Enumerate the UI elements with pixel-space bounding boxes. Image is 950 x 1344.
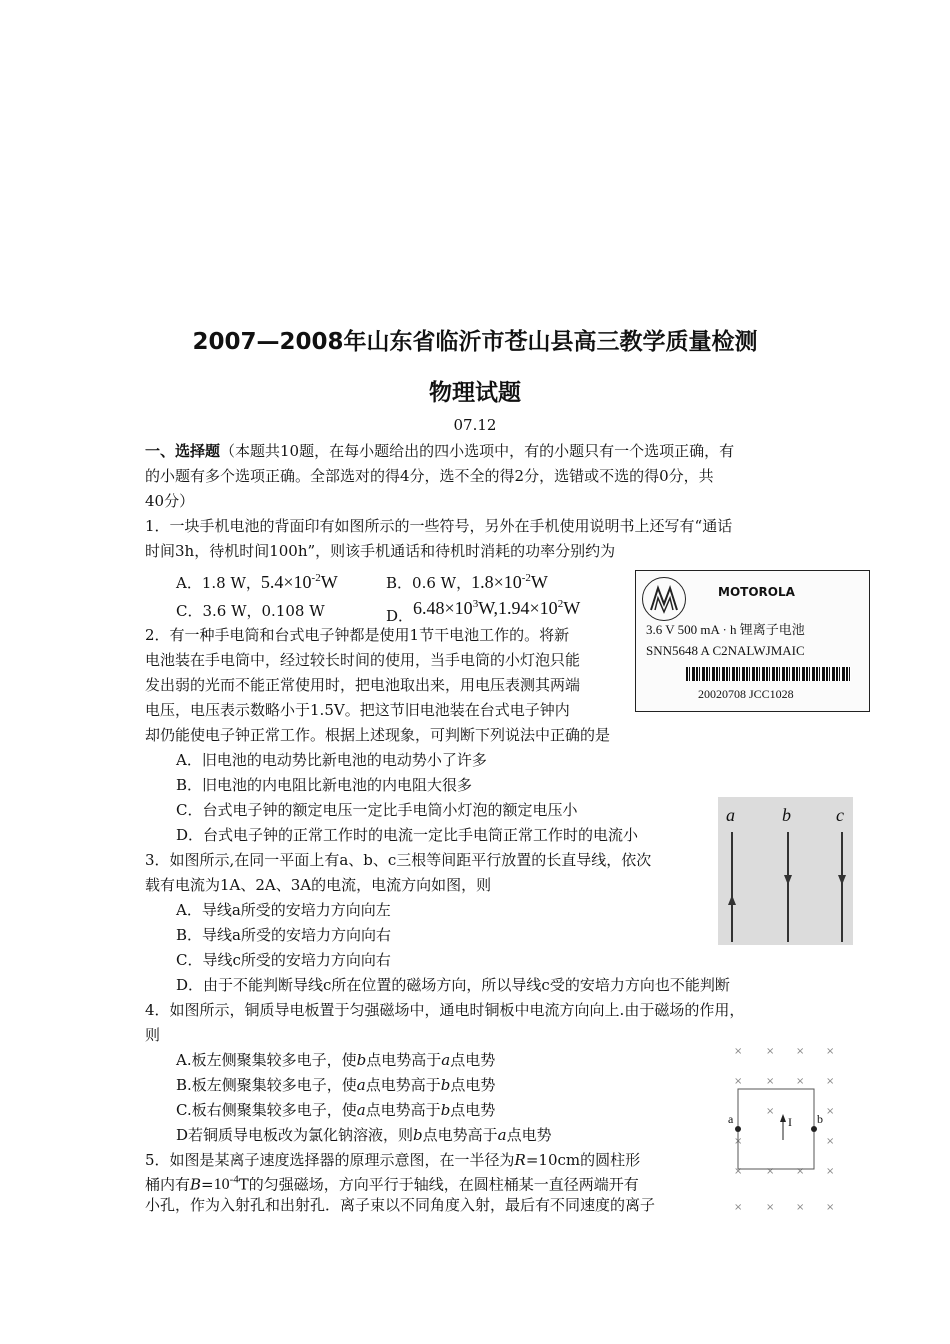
q4-option-c: C.板右侧聚集较多电子，使a点电势高于b点电势 (176, 1101, 496, 1119)
arrow-down-icon (838, 875, 846, 885)
section-intro-line-2: 的小题有多个选项正确。全部选对的得4分，选不全的得2分，选错或不选的得0分，共 (145, 467, 714, 485)
svg-text:×: × (766, 1106, 775, 1117)
svg-text:×: × (796, 1166, 805, 1177)
magnetic-field-figure (722, 1040, 847, 1220)
wire-label-c: c (836, 805, 844, 825)
q4-stem-1: 4．如图所示，铜质导电板置于匀强磁场中，通电时铜板中电流方向向上.由于磁场的作用， (145, 1001, 745, 1019)
q1-stem-1: 1．一块手机电池的背面印有如图所示的一些符号，另外在手机使用说明书上还写有“通话 (145, 517, 733, 535)
q1-option-d-math: $6.48\times 10^3W,1.94\times 10^2W$ (413, 598, 581, 618)
q2-option-b: B．旧电池的内电阻比新电池的内电阻大很多 (176, 776, 473, 794)
battery-code: 20020708 JCC1028 (698, 687, 794, 701)
svg-text:×: × (796, 1046, 805, 1057)
page-title: 2007—2008年山东省临沂市苍山县高三教学质量检测 (192, 329, 758, 355)
svg-text:×: × (734, 1166, 743, 1177)
q1-option-d: D．$6.48\times 10^3W,1.94\times 10^2W$ (386, 598, 581, 625)
svg-text:×: × (826, 1202, 835, 1213)
svg-text:×: × (734, 1046, 743, 1057)
q2-stem-2: 电池装在手电筒中，经过较长时间的使用，当手电筒的小灯泡只能 (145, 651, 581, 669)
q2-stem-4: 电压，电压表示数略小于1.5V。把这节旧电池装在台式电子钟内 (145, 701, 570, 719)
figure-label-b: b (817, 1112, 823, 1126)
q2-stem-5: 却仍能使电子钟正常工作。根据上述现象，可判断下列说法中正确的是 (145, 726, 611, 744)
q2-option-a: A．旧电池的电动势比新电池的电动势小了许多 (176, 751, 487, 769)
svg-text:×: × (766, 1046, 775, 1057)
wire-label-a: a (726, 805, 735, 825)
q4-option-b: B.板左侧聚集较多电子，使a点电势高于b点电势 (176, 1076, 496, 1094)
q4-option-a: A.板左侧聚集较多电子，使b点电势高于a点电势 (176, 1051, 496, 1069)
svg-text:×: × (766, 1202, 775, 1213)
battery-serial: SNN5648 A C2NALWJMAIC (646, 643, 805, 658)
section-intro-line-1: 一、选择题（本题共10题，在每小题给出的四小选项中，有的小题只有一个选项正确，有 (145, 442, 735, 460)
q1-option-a-math: $5.4\times 10^{-2}W$ (260, 572, 338, 592)
barcode-icon (686, 667, 851, 681)
copper-plate (738, 1089, 814, 1169)
battery-label-figure (635, 570, 870, 712)
q2-option-d: D．台式电子钟的正常工作时的电流一定比手电筒正常工作时的电流小 (176, 826, 639, 844)
arrow-up-icon (728, 895, 736, 905)
battery-brand: MOTOROLA (718, 585, 795, 599)
q1-option-b-math: $1.8\times 10^{-2}W$ (471, 572, 548, 592)
arrow-down-icon (784, 875, 792, 885)
q4-option-d: D若铜质导电板改为氯化钠溶液，则b点电势高于a点电势 (176, 1126, 552, 1144)
svg-text:×: × (826, 1106, 835, 1117)
q4-stem-2: 则 (145, 1026, 161, 1044)
section-intro-line-3: 40分） (145, 492, 195, 510)
field-cross-marks (734, 1046, 834, 1213)
q5-stem-3: 小孔，作为入射孔和出射孔．离子束以不同角度入射，最后有不同速度的离子 (145, 1196, 656, 1214)
q2-option-c: C．台式电子钟的额定电压一定比手电筒小灯泡的额定电压小 (176, 801, 578, 819)
q1-option-c: C．3.6 W，0.108 W (176, 602, 325, 620)
arrow-up-icon (780, 1114, 786, 1122)
svg-text:×: × (796, 1202, 805, 1213)
svg-text:×: × (734, 1202, 743, 1213)
motorola-logo-icon (642, 577, 686, 621)
exam-date: 07.12 (453, 416, 497, 434)
q5-stem-2: 桶内有$B=10^{-4}T$的匀强磁场，方向平行于轴线，在圆柱桶某一直径两端开有 (145, 1174, 639, 1194)
q3-option-b: B．导线a所受的安培力方向向右 (176, 926, 391, 944)
q2-stem-1: 2．有一种手电筒和台式电子钟都是使用1节干电池工作的。将新 (145, 626, 570, 644)
svg-text:×: × (734, 1076, 743, 1087)
svg-text:×: × (766, 1076, 775, 1087)
q2-stem-3: 发出弱的光而不能正常使用时，把电池取出来，用电压表测其两端 (145, 676, 581, 694)
q1-option-a: A．1.8 W，$5.4\times 10^{-2}W$ (176, 572, 338, 592)
section-heading: 一、选择题 (145, 442, 221, 460)
svg-text:×: × (734, 1136, 743, 1147)
q3-option-a: A．导线a所受的安培力方向向左 (176, 901, 391, 919)
svg-text:×: × (826, 1166, 835, 1177)
q3-option-d: D．由于不能判断导线c所在位置的磁场方向，所以导线c受的安培力方向也不能判断 (176, 976, 730, 994)
battery-spec: 3.6 V 500 mA · h 锂离子电池 (646, 622, 805, 637)
svg-text:×: × (766, 1166, 775, 1177)
figure-label-a: a (728, 1112, 734, 1126)
q3-stem-2: 载有电流为1A、2A、3A的电流，电流方向如图，则 (145, 876, 492, 894)
q3-option-c: C．导线c所受的安培力方向向右 (176, 951, 391, 969)
svg-text:×: × (826, 1076, 835, 1087)
svg-text:×: × (796, 1076, 805, 1087)
q5-stem-1: 5．如图是某离子速度选择器的原理示意图，在一半径为R=10cm的圆柱形 (145, 1151, 641, 1169)
figure-label-current: I (788, 1115, 792, 1129)
page-subtitle: 物理试题 (429, 380, 521, 406)
point-a (735, 1126, 741, 1132)
wire-label-b: b (782, 805, 791, 825)
q1-option-b: B．0.6 W，$1.8\times 10^{-2}W$ (386, 572, 548, 592)
q1-stem-2: 时间3h，待机时间100h”，则该手机通话和待机时消耗的功率分别约为 (145, 542, 616, 560)
svg-text:×: × (826, 1136, 835, 1147)
q3-stem-1: 3．如图所示,在同一平面上有a、b、c三根等间距平行放置的长直导线，依次 (145, 851, 652, 869)
svg-text:×: × (826, 1046, 835, 1057)
parallel-wires-figure (718, 797, 853, 945)
